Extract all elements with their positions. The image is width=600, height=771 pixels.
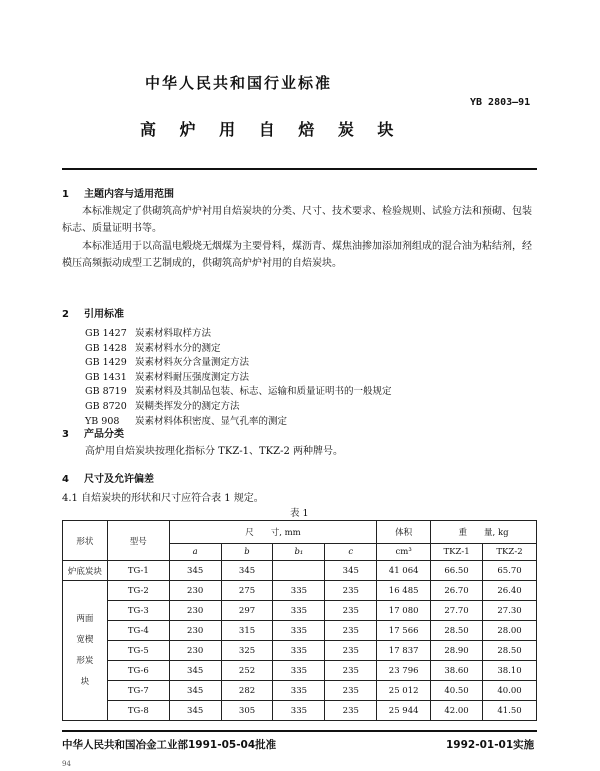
table-cell: 17 837: [377, 641, 431, 661]
shape-wedge-block: [63, 581, 108, 721]
table-cell: 65.70: [483, 561, 537, 581]
reference-item: [85, 356, 392, 371]
table-cell: 315: [221, 621, 273, 641]
table-cell: 27.70: [431, 601, 483, 621]
document-title: 高 炉 用 自 焙 炭 块: [140, 120, 403, 139]
table-cell: TG-5: [107, 641, 169, 661]
table-cell: 335: [273, 661, 325, 681]
table-cell: 335: [273, 581, 325, 601]
text-value: GB 1431: [85, 371, 127, 383]
header-weight-group: 重 量, kg: [431, 521, 537, 544]
table-cell: 230: [169, 621, 221, 641]
reference-item: [85, 415, 392, 430]
table-cell: TG-7: [107, 681, 169, 701]
table-caption: 表 1: [290, 508, 309, 519]
table-cell: 275: [221, 581, 273, 601]
reference-item: [85, 327, 392, 342]
table-cell: TG-2: [107, 581, 169, 601]
text-value: GB 8719: [85, 386, 127, 398]
table-cell: 40.50: [431, 681, 483, 701]
section-number: 3: [62, 429, 69, 440]
text-value: 形炭: [76, 655, 94, 666]
table-cell: 305: [221, 701, 273, 721]
table-cell: 235: [325, 681, 377, 701]
section-4-1-text: 4.1 自焙炭块的形状和尺寸应符合表 1 规定。: [62, 493, 264, 504]
text-value: 炭素材料灰分含量测定方法: [135, 357, 250, 369]
text-value: 两面: [76, 613, 94, 624]
table-cell: TG-3: [107, 601, 169, 621]
table-row: [63, 561, 537, 581]
table-cell: 230: [169, 601, 221, 621]
header-shape: 形状: [63, 521, 108, 561]
table-cell: 235: [325, 641, 377, 661]
reference-item: [85, 371, 392, 386]
section-title: 尺寸及允许偏差: [84, 474, 154, 485]
table-row: [63, 601, 537, 621]
table-cell: 26.40: [483, 581, 537, 601]
table-cell: 17 080: [377, 601, 431, 621]
header-volume: 体积: [377, 521, 431, 544]
text-value: 块: [80, 676, 90, 687]
shape-bottom-block: 炉底炭块: [63, 561, 108, 581]
table-row: [63, 701, 537, 721]
section-title: 产品分类: [84, 429, 124, 440]
section-2-heading: [62, 305, 124, 320]
table-cell: 27.30: [483, 601, 537, 621]
table-cell: 235: [325, 581, 377, 601]
section-title: 主题内容与适用范围: [84, 189, 174, 200]
reference-item: [85, 385, 392, 400]
table-cell: 345: [325, 561, 377, 581]
table-cell: 335: [273, 701, 325, 721]
section-number: 1: [62, 189, 69, 200]
table-row: [63, 641, 537, 661]
table-cell: 235: [325, 601, 377, 621]
table-row: [63, 621, 537, 641]
table-cell: 40.00: [483, 681, 537, 701]
table-cell: 230: [169, 581, 221, 601]
table-cell: 235: [325, 701, 377, 721]
table-cell: 23 796: [377, 661, 431, 681]
table-cell: 41 064: [377, 561, 431, 581]
issuing-authority: 中华人民共和国行业标准: [145, 74, 333, 92]
reference-item: [85, 342, 392, 357]
section-4-heading: [62, 470, 154, 485]
table-row: [63, 681, 537, 701]
table-cell: 17 566: [377, 621, 431, 641]
table-cell: 345: [169, 681, 221, 701]
table-cell: 38.10: [483, 661, 537, 681]
table-cell: 235: [325, 661, 377, 681]
text-value: 宽楔: [76, 634, 94, 645]
table-cell: 345: [169, 561, 221, 581]
text-value: GB 1429: [85, 357, 127, 369]
text-value: 炭素材料及其制品包装、标志、运输和质量证明书的一般规定: [135, 386, 392, 398]
table-cell: 38.60: [431, 661, 483, 681]
table-cell: 28.90: [431, 641, 483, 661]
header-grade-1: TKZ-1: [431, 544, 483, 561]
page-number: 94: [62, 760, 71, 768]
table-cell: 25 012: [377, 681, 431, 701]
header-a: a: [169, 544, 221, 561]
header-grade-2: TKZ-2: [483, 544, 537, 561]
table-cell: 26.70: [431, 581, 483, 601]
section-title: 引用标准: [84, 309, 124, 320]
text-value: GB 8720: [85, 400, 127, 412]
section-1-heading: [62, 185, 174, 200]
table-cell: 297: [221, 601, 273, 621]
table-cell: 252: [221, 661, 273, 681]
section-1-para-1: 本标准规定了供砌筑高炉炉衬用自焙炭块的分类、尺寸、技术要求、检验规则、试验方法和预砌、包装标志、质量证明书等。: [62, 206, 532, 234]
table-cell: 282: [221, 681, 273, 701]
table-cell: 345: [169, 661, 221, 681]
header-volume-unit: cm³: [377, 544, 431, 561]
table-cell: TG-6: [107, 661, 169, 681]
header-size-group: 尺 寸, mm: [169, 521, 377, 544]
table-cell: TG-4: [107, 621, 169, 641]
section-number: 2: [62, 309, 69, 320]
header-model: 型号: [107, 521, 169, 561]
table-cell: 335: [273, 621, 325, 641]
table-cell: 28.50: [483, 641, 537, 661]
table-cell: 16 485: [377, 581, 431, 601]
table-cell: 230: [169, 641, 221, 661]
table-cell: 325: [221, 641, 273, 661]
section-3-para: 高炉用自焙炭块按理化指标分 TKZ-1、TKZ-2 两种牌号。: [85, 446, 344, 457]
text-value: GB 1428: [85, 342, 127, 354]
approval-line: 中华人民共和国冶金工业部1991-05-04批准: [62, 739, 277, 751]
text-value: 炭素材料水分的测定: [135, 342, 221, 354]
table-cell: 345: [221, 561, 273, 581]
header-b1: b₁: [273, 544, 325, 561]
text-value: 炭素材料耐压强度测定方法: [135, 371, 250, 383]
table-cell: 335: [273, 601, 325, 621]
section-1-para-2: 本标准适用于以高温电煅烧无烟煤为主要骨料，煤沥青、煤焦油掺加添加剂组成的混合油为粘结剂，经模压高频振动成型工艺制成的，供砌筑高炉炉衬用的自焙炭块。: [62, 241, 532, 269]
table-row: [63, 661, 537, 681]
table-cell: 235: [325, 621, 377, 641]
effective-date: 1992-01-01实施: [446, 739, 535, 751]
table-cell: 335: [273, 641, 325, 661]
footer-divider: [62, 730, 537, 732]
title-divider: [62, 168, 537, 170]
table-cell: 41.50: [483, 701, 537, 721]
table-cell: 28.50: [431, 621, 483, 641]
table-cell: 345: [169, 701, 221, 721]
section-3-heading: [62, 425, 124, 440]
header-c: c: [325, 544, 377, 561]
reference-item: [85, 400, 392, 415]
section-number: 4: [62, 474, 69, 485]
text-value: YB 908: [85, 415, 120, 427]
text-value: 炭素材料体积密度、显气孔率的测定: [135, 415, 288, 427]
table-cell: 28.00: [483, 621, 537, 641]
dimensions-table: [62, 520, 537, 721]
header-b: b: [221, 544, 273, 561]
table-cell: 42.00: [431, 701, 483, 721]
table-cell: 335: [273, 681, 325, 701]
table-cell: 25 944: [377, 701, 431, 721]
table-cell: 66.50: [431, 561, 483, 581]
text-value: GB 1427: [85, 328, 127, 339]
text-value: 炭糊类挥发分的测定方法: [135, 400, 240, 412]
reference-list: [85, 327, 392, 429]
table-cell: [273, 561, 325, 581]
table-cell: TG-1: [107, 561, 169, 581]
standard-code: YB 2803—91: [470, 97, 531, 108]
table-cell: TG-8: [107, 701, 169, 721]
table-row: [63, 581, 537, 601]
text-value: 炭素材料取样方法: [135, 328, 212, 339]
